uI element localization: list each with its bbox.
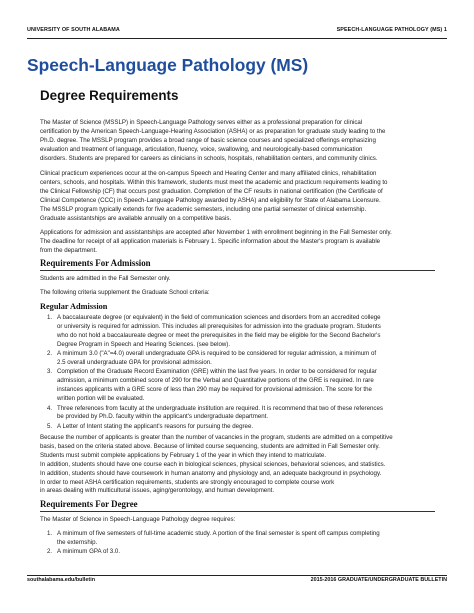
- running-footer: [27, 577, 447, 587]
- list-number: 1.: [47, 314, 53, 321]
- header-rule: [27, 38, 447, 39]
- text-line: Students must submit complete applications by February 1 of the year in which they intend to matriculate.: [40, 451, 327, 459]
- degree-heading: Requirements For Degree: [40, 499, 138, 509]
- text-line: Degree Program in Speech and Hearing Sciences. (see below).: [57, 340, 231, 348]
- list-item: [40, 405, 440, 423]
- degree-requirements-heading: Degree Requirements: [40, 88, 179, 103]
- list-item: [40, 548, 440, 557]
- list-number: 4.: [47, 404, 53, 412]
- text-line: A Letter of Intent stating the applicant's reasons for pursuing the degree.: [57, 422, 254, 430]
- text-line: The Master of Science (MSSLP) in Speech-Language Pathology serves either as a professional preparation for clinical: [40, 119, 363, 126]
- list-number: 2.: [47, 548, 53, 556]
- text-line: Students are admitted in the Fall Semester only.: [40, 275, 171, 282]
- text-line: In addition, students should have coursework in human anatomy and physiology and, an adequate background in psychology.: [40, 469, 382, 477]
- list-number: 5.: [47, 422, 53, 430]
- admission-notes: [40, 434, 435, 496]
- text-line: Ph.D. degree. The MSSLP program provides a broad range of basic science courses and specialized offerings emphasizing: [40, 136, 376, 144]
- text-line: In order to meet ASHA certification requirements, students are strongly encouraged to complete course work: [40, 478, 335, 486]
- header-section: SPEECH-LANGUAGE PATHOLOGY (MS) 1: [336, 27, 447, 33]
- intro-paragraph-1: [40, 119, 435, 164]
- degree-requirements-list: [40, 530, 440, 557]
- text-line: evaluation and treatment of language, articulation, fluency, voice, swallowing, and neurologically-based communication: [40, 145, 363, 153]
- text-line: the Clinical Fellowship (CF) that occurs post graduation. Completion of the CF results in national certification (the Certificate of: [40, 187, 383, 195]
- text-line: Because the number of applicants is greater than the number of vacancies in the program, students are admitted on a competitive: [40, 434, 393, 441]
- page-title: Speech-Language Pathology (MS): [27, 55, 309, 75]
- intro-paragraph-3: [40, 229, 435, 256]
- text-line: centers, schools, and hospitals. Within this framework, students must meet the academic and practicum requirements leading to: [40, 178, 388, 186]
- regular-admission-heading: Regular Admission: [40, 302, 108, 311]
- text-line: In addition, students should have one course each in biological sciences, physical sciences, behavioral sciences, and statistics.: [40, 460, 386, 468]
- list-item: [40, 530, 440, 548]
- text-line: 2.5 overall undergraduate GPA for provisional admission.: [57, 359, 212, 367]
- running-header: [27, 27, 447, 37]
- list-item: [40, 350, 440, 368]
- text-line: A baccalaureate degree (or equivalent) in the field of communication sciences and disorders from an accredited college: [57, 314, 381, 321]
- footer-rule: [27, 575, 447, 576]
- text-line: instances applicants with a GRE score of less than 290 may be required for provisional admission. The score for the: [57, 386, 372, 394]
- text-line: from the department.: [40, 246, 97, 254]
- text-line: Graduate assistantships are available annually on a competitive basis.: [40, 214, 232, 222]
- text-line: certification by the American Speech-Language-Hearing Association (ASHA) or as preparation for graduate study leading to the: [40, 127, 386, 135]
- text-line: be provided by Ph.D. faculty within the applicant's undergraduate department.: [57, 413, 269, 421]
- admission-rule: [40, 270, 435, 271]
- text-line: The Master of Science in Speech-Language Pathology degree requires:: [40, 516, 236, 523]
- footer-url: southalabama.edu/bulletin: [27, 577, 95, 583]
- text-line: Completion of the Graduate Record Examination (GRE) within the last five years. In order to be considered for regular: [57, 368, 377, 376]
- list-number: 1.: [47, 530, 53, 537]
- text-line: Three references from faculty at the undergraduate institution are required. It is recommend that two of these references: [57, 404, 383, 412]
- text-line: who do not hold a baccalaureate degree or meet the prerequisites in the field may be eligible for the Second Bachelor's: [57, 331, 381, 339]
- list-item: [40, 423, 440, 432]
- text-line: written portion will be evaluated.: [57, 395, 145, 403]
- list-number: 2.: [47, 350, 53, 358]
- text-line: admission, a minimum combined score of 290 for the Verbal and Quantitative portions of the GRE is required. In rare: [57, 377, 374, 385]
- text-line: The MSSLP program typically extends for five academic semesters, including one partial semester of clinical externship.: [40, 205, 367, 213]
- text-line: the externship.: [57, 538, 98, 546]
- text-line: The following criteria supplement the Graduate School criteria:: [40, 289, 210, 296]
- text-line: A minimum GPA of 3.0.: [57, 548, 121, 556]
- footer-bulletin: 2015-2016 GRADUATE/UNDERGRADUATE BULLETIN: [310, 577, 447, 583]
- text-line: or university is required for admission. This includes all prerequisites for admission into the graduate program. Students: [57, 322, 381, 330]
- text-line: basis, based on the criteria stated above. Because of limited course sequencing, students are admitted in Fall Semester only.: [40, 442, 380, 450]
- admission-intro: [40, 275, 435, 284]
- list-item: [40, 314, 440, 350]
- text-line: disorders. Students are prepared for careers as clinicians in schools, hospitals, rehabilitation centers, and community clinics.: [40, 154, 378, 162]
- text-line: Clinical Competence (CCC) in Speech-Language Pathology awarded by ASHA) and eligibility for State of Alabama Licensure.: [40, 196, 381, 204]
- regular-admission-list: [40, 314, 440, 432]
- list-number: 3.: [47, 368, 53, 376]
- text-line: A minimum 3.0 ("A"=4.0) overall undergraduate GPA is required to be considered for regular admission, a minimum of: [57, 350, 377, 358]
- text-line: The deadline for receipt of all application materials is February 1. Specific information about the Master's program is available: [40, 237, 381, 245]
- text-line: in areas dealing with multicultural issues, aging/gerontology, and human development.: [40, 487, 275, 495]
- list-item: [40, 368, 440, 404]
- text-line: Clinical practicum experiences occur at the on-campus Speech and Hearing Center and many affiliated clinics, rehabilitation: [40, 170, 377, 177]
- degree-intro: [40, 516, 435, 525]
- header-university: UNIVERSITY OF SOUTH ALABAMA: [27, 27, 120, 33]
- degree-rule: [40, 511, 435, 512]
- text-line: Applications for admission and assistantships are accepted after November 1 with enrollment beginning in the Fall Semester only.: [40, 229, 392, 236]
- intro-paragraph-2: [40, 170, 435, 223]
- admission-heading: Requirements For Admission: [40, 258, 151, 268]
- admission-criteria-note: [40, 289, 435, 298]
- text-line: A minimum of five semesters of full-time academic study. A portion of the final semester is spent off campus completing: [57, 530, 380, 537]
